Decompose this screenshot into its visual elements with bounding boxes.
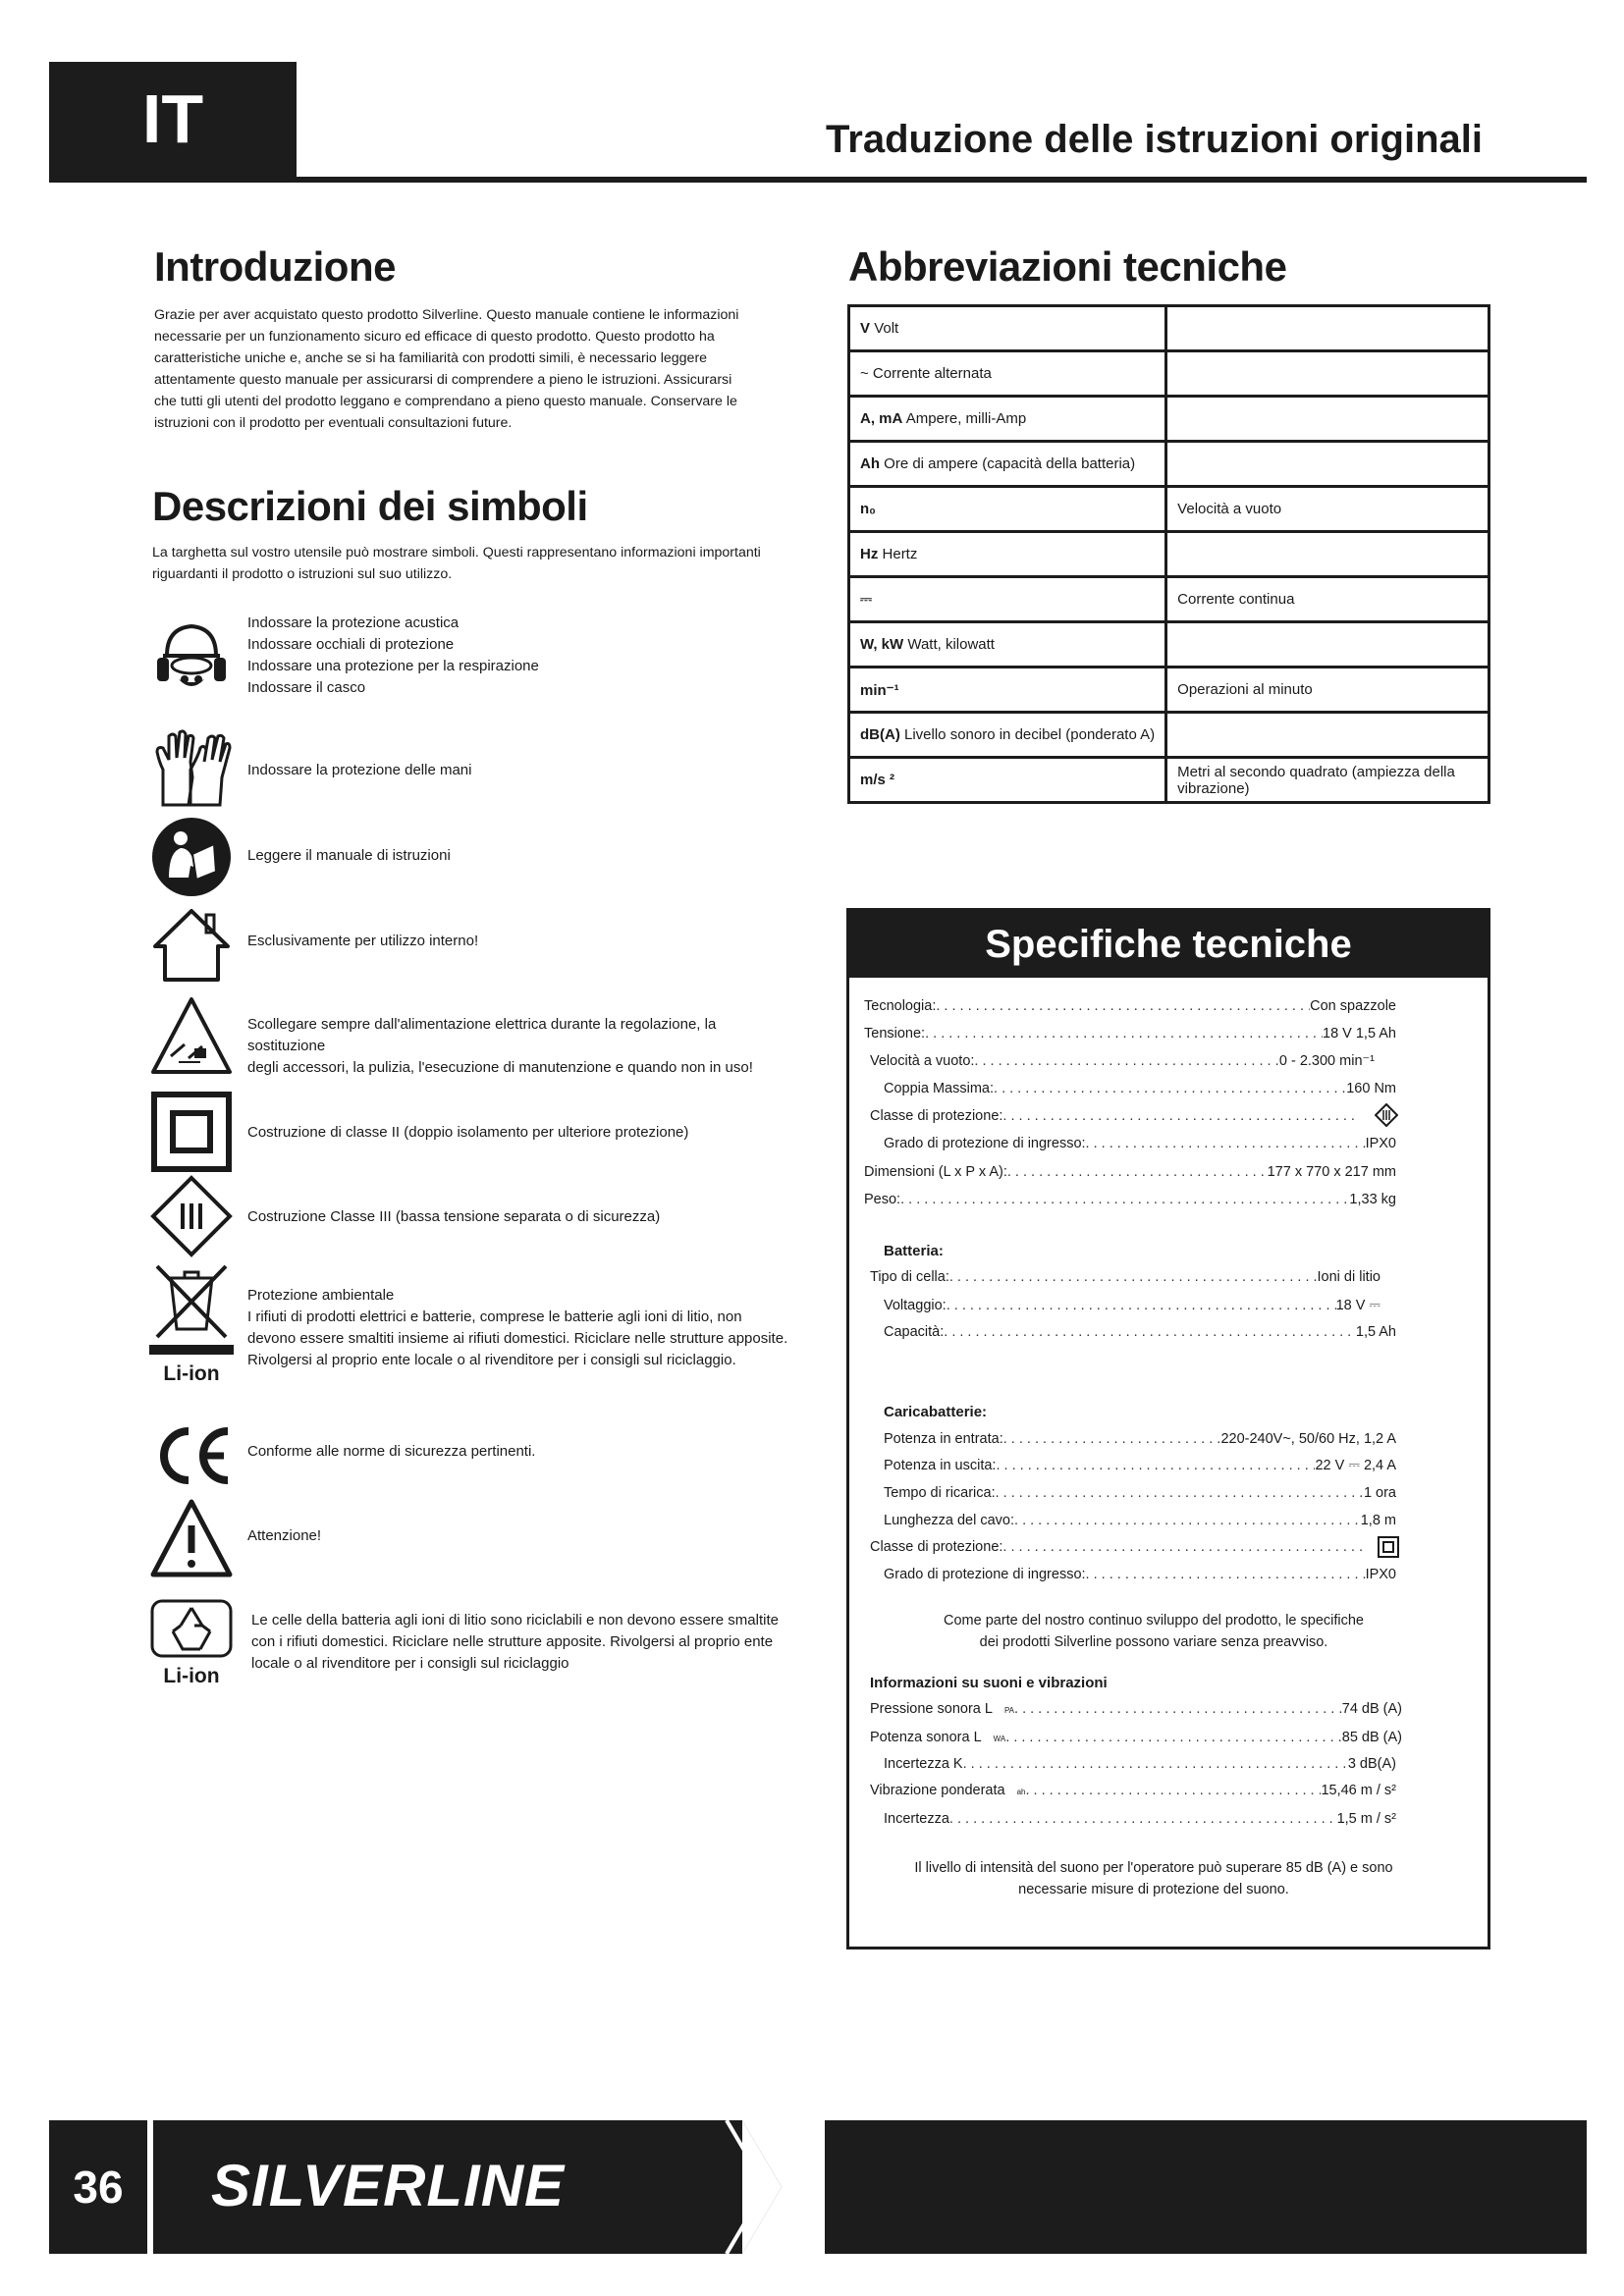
abbreviation-row	[849, 577, 1489, 622]
note-line: Come parte del nostro continuo sviluppo del prodotto, le specifiche	[943, 1613, 1364, 1629]
abbreviation-term-cell: ⎓	[849, 577, 1166, 622]
spec-label: Incertezza K	[884, 1756, 963, 1772]
spec-value: 1,8 m	[1360, 1513, 1396, 1528]
abbreviation-desc-cell	[1166, 622, 1489, 667]
spec-value: 220-240V~, 50/60 Hz, 1,2 A	[1220, 1431, 1396, 1447]
abbreviation-term-cell: A, mA Ampere, milli-Amp	[849, 397, 1166, 442]
abbreviation-desc-cell: Velocità a vuoto	[1166, 487, 1489, 532]
brand-logo: SILVERLINE	[211, 2153, 566, 2218]
spec-label: Tecnologia:	[864, 998, 937, 1014]
class-ii-icon	[149, 1090, 234, 1174]
spec-label: Pressione sonora L	[870, 1701, 993, 1717]
spec-label: Coppia Massima:	[884, 1081, 995, 1096]
spec-row	[884, 1458, 1396, 1479]
leader-dots	[1014, 1513, 1361, 1528]
abbreviation-term-cell: W, kW Watt, kilowatt	[849, 622, 1166, 667]
leader-dots	[936, 998, 1310, 1014]
abbreviation-row	[849, 622, 1489, 667]
disconnect-warning-icon	[149, 993, 234, 1078]
spec-value: 3 dB(A)	[1347, 1756, 1396, 1772]
leader-dots	[996, 1458, 1315, 1473]
page-number: 36	[49, 2120, 153, 2254]
leader-dots	[949, 1269, 1318, 1285]
symbol-warning-text: Attenzione!	[247, 1527, 322, 1544]
symbol-disconnect-text: Scollegare sempre dall'alimentazione elettrica durante la regolazione, la sostituzione degli accessori, la pulizia, l'esecuzione di manutenzione e quando non in uso!	[247, 1016, 753, 1076]
spec-row	[864, 998, 1396, 1020]
spec-label: Lunghezza del cavo:	[884, 1513, 1015, 1528]
abbreviation-term-cell: n₀	[849, 487, 1166, 532]
spec-value: 0 - 2.300 min⁻¹	[1278, 1053, 1375, 1069]
spec-value: 177 x 770 x 217 mm	[1267, 1164, 1396, 1180]
spec-row	[864, 1026, 1396, 1047]
recycle-li-ion-icon	[149, 1598, 234, 1659]
sound-title: Informazioni su suoni e vibrazioni	[870, 1675, 1108, 1691]
symbol-ppe-text: Indossare la protezione acustica Indossare occhiali di protezione Indossare una protezione per la respirazione Indossare il casco	[247, 614, 539, 696]
abbreviation-desc-cell: Metri al secondo quadrato (ampiezza della vibrazione)	[1166, 758, 1489, 803]
spec-value: IPX0	[1365, 1136, 1396, 1151]
spec-row	[884, 1811, 1396, 1833]
abbreviation-desc-cell: Operazioni al minuto	[1166, 667, 1489, 713]
abbreviation-desc-cell: Corrente continua	[1166, 577, 1489, 622]
symbol-class-ii-text: Costruzione di classe II (doppio isolamento per ulteriore protezione)	[247, 1124, 689, 1141]
spec-subscript: PA	[1003, 1706, 1015, 1715]
leader-dots	[949, 1811, 1337, 1827]
note-line: necessarie misure di protezione del suono.	[1018, 1882, 1289, 1897]
spec-label: Grado di protezione di ingresso:	[884, 1567, 1086, 1582]
spec-value: 160 Nm	[1346, 1081, 1396, 1096]
footer-slash-decoration	[707, 2120, 825, 2254]
leader-dots	[1086, 1136, 1366, 1151]
spec-value: IPX0	[1365, 1567, 1396, 1582]
spec-label: Classe di protezione:	[870, 1539, 1003, 1555]
abbreviation-desc-cell	[1166, 351, 1489, 397]
abbreviation-term-cell: ~ Corrente alternata	[849, 351, 1166, 397]
spec-row	[864, 1164, 1396, 1186]
spec-value: 18 V ⎓	[1335, 1298, 1380, 1313]
spec-row	[870, 1053, 1375, 1075]
spec-row	[884, 1756, 1396, 1778]
spec-value: 1,33 kg	[1349, 1192, 1396, 1207]
spec-label: Classe di protezione:	[870, 1108, 1003, 1124]
leader-dots	[1007, 1164, 1268, 1180]
leader-dots	[996, 1485, 1364, 1501]
leader-dots	[1005, 1730, 1341, 1745]
spec-value: 1,5 m / s²	[1336, 1811, 1396, 1827]
spec-row	[864, 1192, 1396, 1213]
recycle-li-ion-label: Li-ion	[163, 1665, 220, 1687]
spec-row	[884, 1081, 1396, 1102]
abbreviations-table	[847, 304, 1490, 804]
spec-value: 74 dB (A)	[1341, 1701, 1402, 1717]
symbol-gloves-text: Indossare la protezione delle mani	[247, 762, 472, 778]
read-manual-icon	[149, 815, 234, 899]
battery-title: Batteria:	[884, 1243, 944, 1259]
weee-li-ion-label: Li-ion	[163, 1362, 220, 1385]
weee-bar	[149, 1345, 234, 1355]
spec-label: Grado di protezione di ingresso:	[884, 1136, 1086, 1151]
spec-row	[870, 1783, 1396, 1804]
abbreviation-row	[849, 667, 1489, 713]
symbol-ce-text: Conforme alle norme di sicurezza pertinenti.	[247, 1443, 536, 1460]
spec-row	[884, 1298, 1380, 1319]
leader-dots	[1026, 1783, 1322, 1798]
spec-row	[870, 1730, 1402, 1751]
ppe-head-icon	[149, 616, 234, 701]
leader-dots	[963, 1756, 1348, 1772]
abbreviation-row	[849, 397, 1489, 442]
abbreviation-desc-cell	[1166, 532, 1489, 577]
spec-row	[884, 1431, 1396, 1453]
intro-heading: Introduzione	[154, 243, 396, 290]
leader-dots	[1086, 1567, 1366, 1582]
spec-row	[884, 1324, 1396, 1346]
spec-row	[870, 1539, 1365, 1561]
spec-label: Potenza in uscita:	[884, 1458, 997, 1473]
leader-dots	[944, 1324, 1356, 1340]
spec-row	[884, 1485, 1396, 1507]
spec-value: Ioni di litio	[1317, 1269, 1380, 1285]
spec-label: Tipo di cella:	[870, 1269, 949, 1285]
abbreviation-term-cell: Hz Hertz	[849, 532, 1166, 577]
spec-label: Tempo di ricarica:	[884, 1485, 996, 1501]
spec-row	[870, 1269, 1380, 1291]
spec-value: 15,46 m / s²	[1321, 1783, 1396, 1798]
spec-row	[870, 1701, 1402, 1723]
spec-label: Peso:	[864, 1192, 901, 1207]
leader-dots	[925, 1026, 1323, 1041]
weee-li-ion-icon	[149, 1262, 234, 1341]
indoor-house-icon	[149, 901, 234, 986]
spec-row	[884, 1567, 1396, 1588]
warning-icon	[149, 1496, 234, 1580]
specs-note-development	[864, 1610, 1443, 1653]
spec-subscript: WA	[993, 1735, 1006, 1743]
spec-label: Vibrazione ponderata	[870, 1783, 1005, 1798]
leader-dots	[900, 1192, 1349, 1207]
symbol-environment-text: Protezione ambientale I rifiuti di prodotti elettrici e batterie, comprese le batterie agli ioni di litio, non devono essere smaltiti insieme ai rifiuti domestici. Riciclare nelle strutture apposite. Rivolgersi al proprio ente locale o al rivenditore per i consigli sul riciclaggio.	[247, 1287, 788, 1368]
spec-row	[884, 1513, 1396, 1534]
symbol-indoor-text: Esclusivamente per utilizzo interno!	[247, 933, 479, 949]
spec-row	[884, 1136, 1396, 1157]
class-iii-small-icon	[1375, 1103, 1398, 1127]
spec-label: Dimensioni (L x P x A):	[864, 1164, 1007, 1180]
leader-dots	[1002, 1539, 1365, 1555]
spec-subscript: ah	[1016, 1788, 1026, 1796]
spec-label: Capacità:	[884, 1324, 945, 1340]
specs-note-sound	[864, 1857, 1443, 1900]
symbols-heading: Descrizioni dei simboli	[152, 483, 588, 529]
abbreviation-term-cell: min⁻¹	[849, 667, 1166, 713]
note-line: Il livello di intensità del suono per l'operatore può superare 85 dB (A) e sono	[914, 1860, 1393, 1876]
gloves-icon	[149, 726, 234, 811]
spec-value: 22 V ⎓ 2,4 A	[1315, 1458, 1396, 1473]
class-ii-small-icon	[1377, 1535, 1400, 1559]
abbreviation-term-cell: m/s ²	[849, 758, 1166, 803]
abbreviation-term-cell: Ah Ore di ampere (capacità della batteria)	[849, 442, 1166, 487]
abbreviation-desc-cell	[1166, 397, 1489, 442]
abbreviation-row	[849, 487, 1489, 532]
header-title: Traduzione delle istruzioni originali	[826, 118, 1483, 161]
spec-label: Potenza sonora L	[870, 1730, 982, 1745]
spec-value: 1,5 Ah	[1355, 1324, 1396, 1340]
specs-heading: Specifiche tecniche	[849, 911, 1488, 978]
symbol-manual-text: Leggere il manuale di istruzioni	[247, 847, 451, 864]
intro-text: Grazie per aver acquistato questo prodotto Silverline. Questo manuale contiene le informazioni necessarie per un funzionamento sicuro ed efficace di questo prodotto. Questo prodotto ha caratteristiche uniche e, anche se si ha familiarità con prodotti simili, è necessario leggere attentamente questo manuale per assicurarsi di comprendere a pieno le istruzioni. Assicurarsi che tutti gli utenti del prodotto leggano e comprendano a pieno questo manuale. Conservare le istruzioni con il prodotto per eventuali consultazioni future.	[154, 307, 739, 431]
charger-title: Caricabatterie:	[884, 1404, 988, 1420]
spec-label: Voltaggio:	[884, 1298, 947, 1313]
abbreviation-desc-cell	[1166, 442, 1489, 487]
leader-dots	[1014, 1701, 1342, 1717]
spec-row	[870, 1108, 1360, 1130]
leader-dots	[974, 1053, 1278, 1069]
ce-mark-icon	[149, 1414, 234, 1498]
class-iii-icon	[149, 1174, 234, 1258]
abbreviation-row	[849, 351, 1489, 397]
leader-dots	[1003, 1431, 1221, 1447]
spec-label: Velocità a vuoto:	[870, 1053, 975, 1069]
abbreviation-row	[849, 758, 1489, 803]
symbol-class-iii-text: Costruzione Classe III (bassa tensione separata o di sicurezza)	[247, 1208, 661, 1225]
abbreviation-row	[849, 306, 1489, 351]
spec-value: Con spazzole	[1310, 998, 1396, 1014]
abbreviation-term-cell: dB(A) Livello sonoro in decibel (ponderato A)	[849, 713, 1166, 758]
abbreviation-term-cell: V Volt	[849, 306, 1166, 351]
language-code: IT	[141, 80, 204, 157]
abbreviation-row	[849, 532, 1489, 577]
abbreviation-desc-cell	[1166, 306, 1489, 351]
spec-value: 18 V 1,5 Ah	[1323, 1026, 1396, 1041]
spec-label: Tensione:	[864, 1026, 926, 1041]
abbreviation-desc-cell	[1166, 713, 1489, 758]
symbols-intro: La targhetta sul vostro utensile può mostrare simboli. Questi rappresentano informazioni importanti riguardanti il prodotto o istruzioni sul suo utilizzo.	[152, 545, 761, 582]
spec-value: 85 dB (A)	[1341, 1730, 1402, 1745]
abbreviation-row	[849, 442, 1489, 487]
spec-value: 1 ora	[1363, 1485, 1396, 1501]
leader-dots	[994, 1081, 1346, 1096]
symbol-recycle-text: Le celle della batteria agli ioni di litio sono riciclabili e non devono essere smaltite con i rifiuti domestici. Riciclare nelle strutture apposite. Rivolgersi al proprio ente locale o al rivenditore per i consigli sul riciclaggio	[251, 1612, 779, 1672]
leader-dots	[947, 1298, 1336, 1313]
language-tab	[49, 62, 297, 182]
header-divider	[49, 177, 1587, 183]
abbreviation-row	[849, 713, 1489, 758]
spec-label: Incertezza	[884, 1811, 949, 1827]
leader-dots	[1002, 1108, 1360, 1124]
spec-label: Potenza in entrata:	[884, 1431, 1003, 1447]
note-line: dei prodotti Silverline possono variare senza preavviso.	[979, 1634, 1328, 1650]
abbreviations-heading: Abbreviazioni tecniche	[848, 243, 1287, 290]
